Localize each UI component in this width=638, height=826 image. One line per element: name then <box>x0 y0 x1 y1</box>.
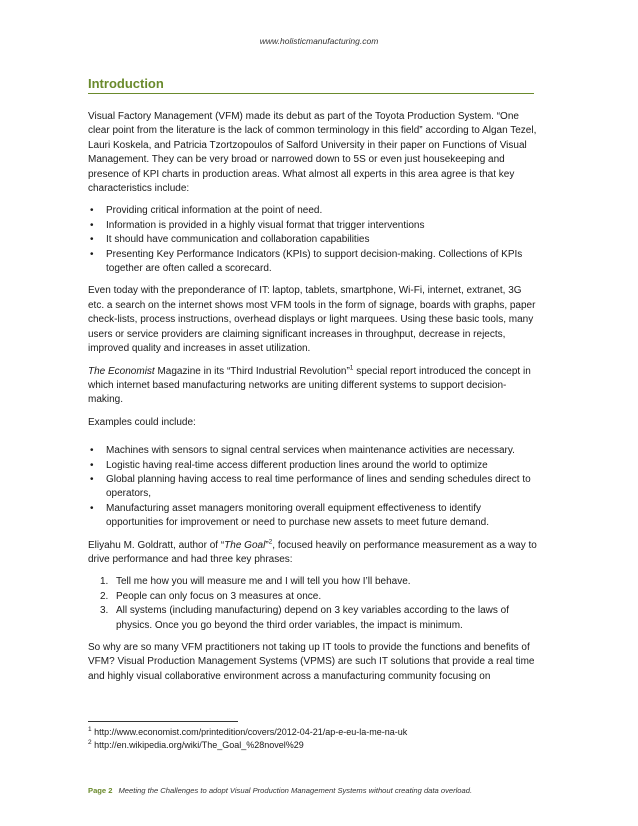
it-paragraph: Even today with the preponderance of IT: laptop, tablets, smartphone, Wi-Fi, internet, extranet, 3G etc. a search on the internet shows most VFM tools in the form of signage, boards with graphs, paper check-lists, process instructions, overhead displays or light marquees. Using these basic tools, many users or service providers are claiming significant increases in throughput, decrease in rejects, improved quality and increases in asset utilization. <box>88 285 536 355</box>
vpms-paragraph: So why are so many VFM practitioners not taking up IT tools to provide the functions and benefits of VFM? Visual Production Management Systems (VPMS) are such IT solutions that provide a real time and highly visual collaborative environment across a manufacturing community focusing on <box>88 642 535 682</box>
body-text <box>88 110 540 692</box>
section-title: Introduction <box>88 76 534 94</box>
bullet-icon: • <box>90 473 94 485</box>
list-item: 3. All systems (including manufacturing) depend on 3 key variables according to the laws of physics. Once you go beyond the third order variables, the impact is minimum. <box>100 605 509 631</box>
header-url: www.holisticmanufacturing.com <box>259 36 379 46</box>
bullet-icon: • <box>90 234 94 246</box>
bullet-icon: • <box>90 219 94 231</box>
footer-title: Meeting the Challenges to adopt Visual Production Management Systems without creating data overload. <box>118 786 473 795</box>
list-item: • Presenting Key Performance Indicators (KPIs) to support decision-making. Collections of KPIs together are often called a scorecard. <box>90 248 523 275</box>
bullet-icon: • <box>90 502 94 514</box>
footnote-2: $^2$ http://en.wikipedia.org/wiki/The_Goal_%28novel%29 <box>88 739 304 750</box>
list-item: • Logistic having real-time access different production lines around the world to optimize <box>88 459 540 473</box>
bullet-icon: • <box>90 445 94 457</box>
list-item: • It should have communication and collaboration capabilities <box>88 233 540 247</box>
economist-paragraph: The Economist Magazine in its “Third Industrial Revolution”$^1$ special report introduced the concept in which internet based manufacturing networks are uniting different systems to support decision-making. <box>88 364 531 406</box>
examples-paragraph: Examples could include: <box>88 416 196 428</box>
footnote-1: $^1$ http://www.economist.com/printedition/covers/2012-04-21/ap-e-eu-la-me-na-uk <box>88 726 408 737</box>
footnote-link-1[interactable]: http://www.economist.com/printedition/covers/2012-04-21/ap-e-eu-la-me-na-uk <box>94 727 408 737</box>
characteristics-list <box>88 204 540 276</box>
footnote-divider <box>88 721 238 722</box>
list-item: • Providing critical information at the point of need. <box>88 204 540 218</box>
list-item: • Information is provided in a highly visual format that trigger interventions <box>88 219 540 233</box>
list-item: 1. Tell me how you will measure me and I will tell you how I’ll behave. <box>100 576 411 588</box>
footnote-ref-1: 1 <box>349 364 354 372</box>
list-item: • Manufacturing asset managers monitoring overall equipment effectiveness to identify opportunities for improvement or need to purchase new assets to meet future demand. <box>90 502 489 529</box>
bullet-icon: • <box>90 205 94 217</box>
key-phrases-list <box>88 575 540 633</box>
list-item: 2. People can only focus on 3 measures at once. <box>100 590 322 602</box>
goldratt-paragraph: Eliyahu M. Goldratt, author of “The Goal”$^2$, focused heavily on performance measurement as a way to drive performance and had three key phrases: <box>88 538 537 565</box>
page-number: Page 2 <box>88 786 113 795</box>
intro-paragraph: Visual Factory Management (VFM) made its debut as part of the Toyota Production System. “One clear point from the literature is the lack of common terminology in this field” according to Algan Tezel, Lauri Koskela, and Patricia Tzortzopoulos of Salford University in their paper on Functions of Visual Management. They can be very broad or narrowed down to 5S or even just housekeeping and presence of KPI charts in production areas. What almost all experts in this area agree is that key characteristics include: <box>88 111 537 195</box>
bullet-icon: • <box>90 459 94 471</box>
list-item: • Machines with sensors to signal central services when maintenance activities are necessary. <box>88 444 540 458</box>
page-footer <box>88 786 540 795</box>
footnote-link-2[interactable]: http://en.wikipedia.org/wiki/The_Goal_%28novel%29 <box>94 740 304 750</box>
footnote-ref-2: 2 <box>268 538 273 546</box>
bullet-icon: • <box>90 248 94 260</box>
list-item: • Global planning having access to real time performance of lines and sending schedules direct to operators, <box>90 473 531 500</box>
examples-list <box>88 444 540 530</box>
footnotes <box>88 726 540 752</box>
